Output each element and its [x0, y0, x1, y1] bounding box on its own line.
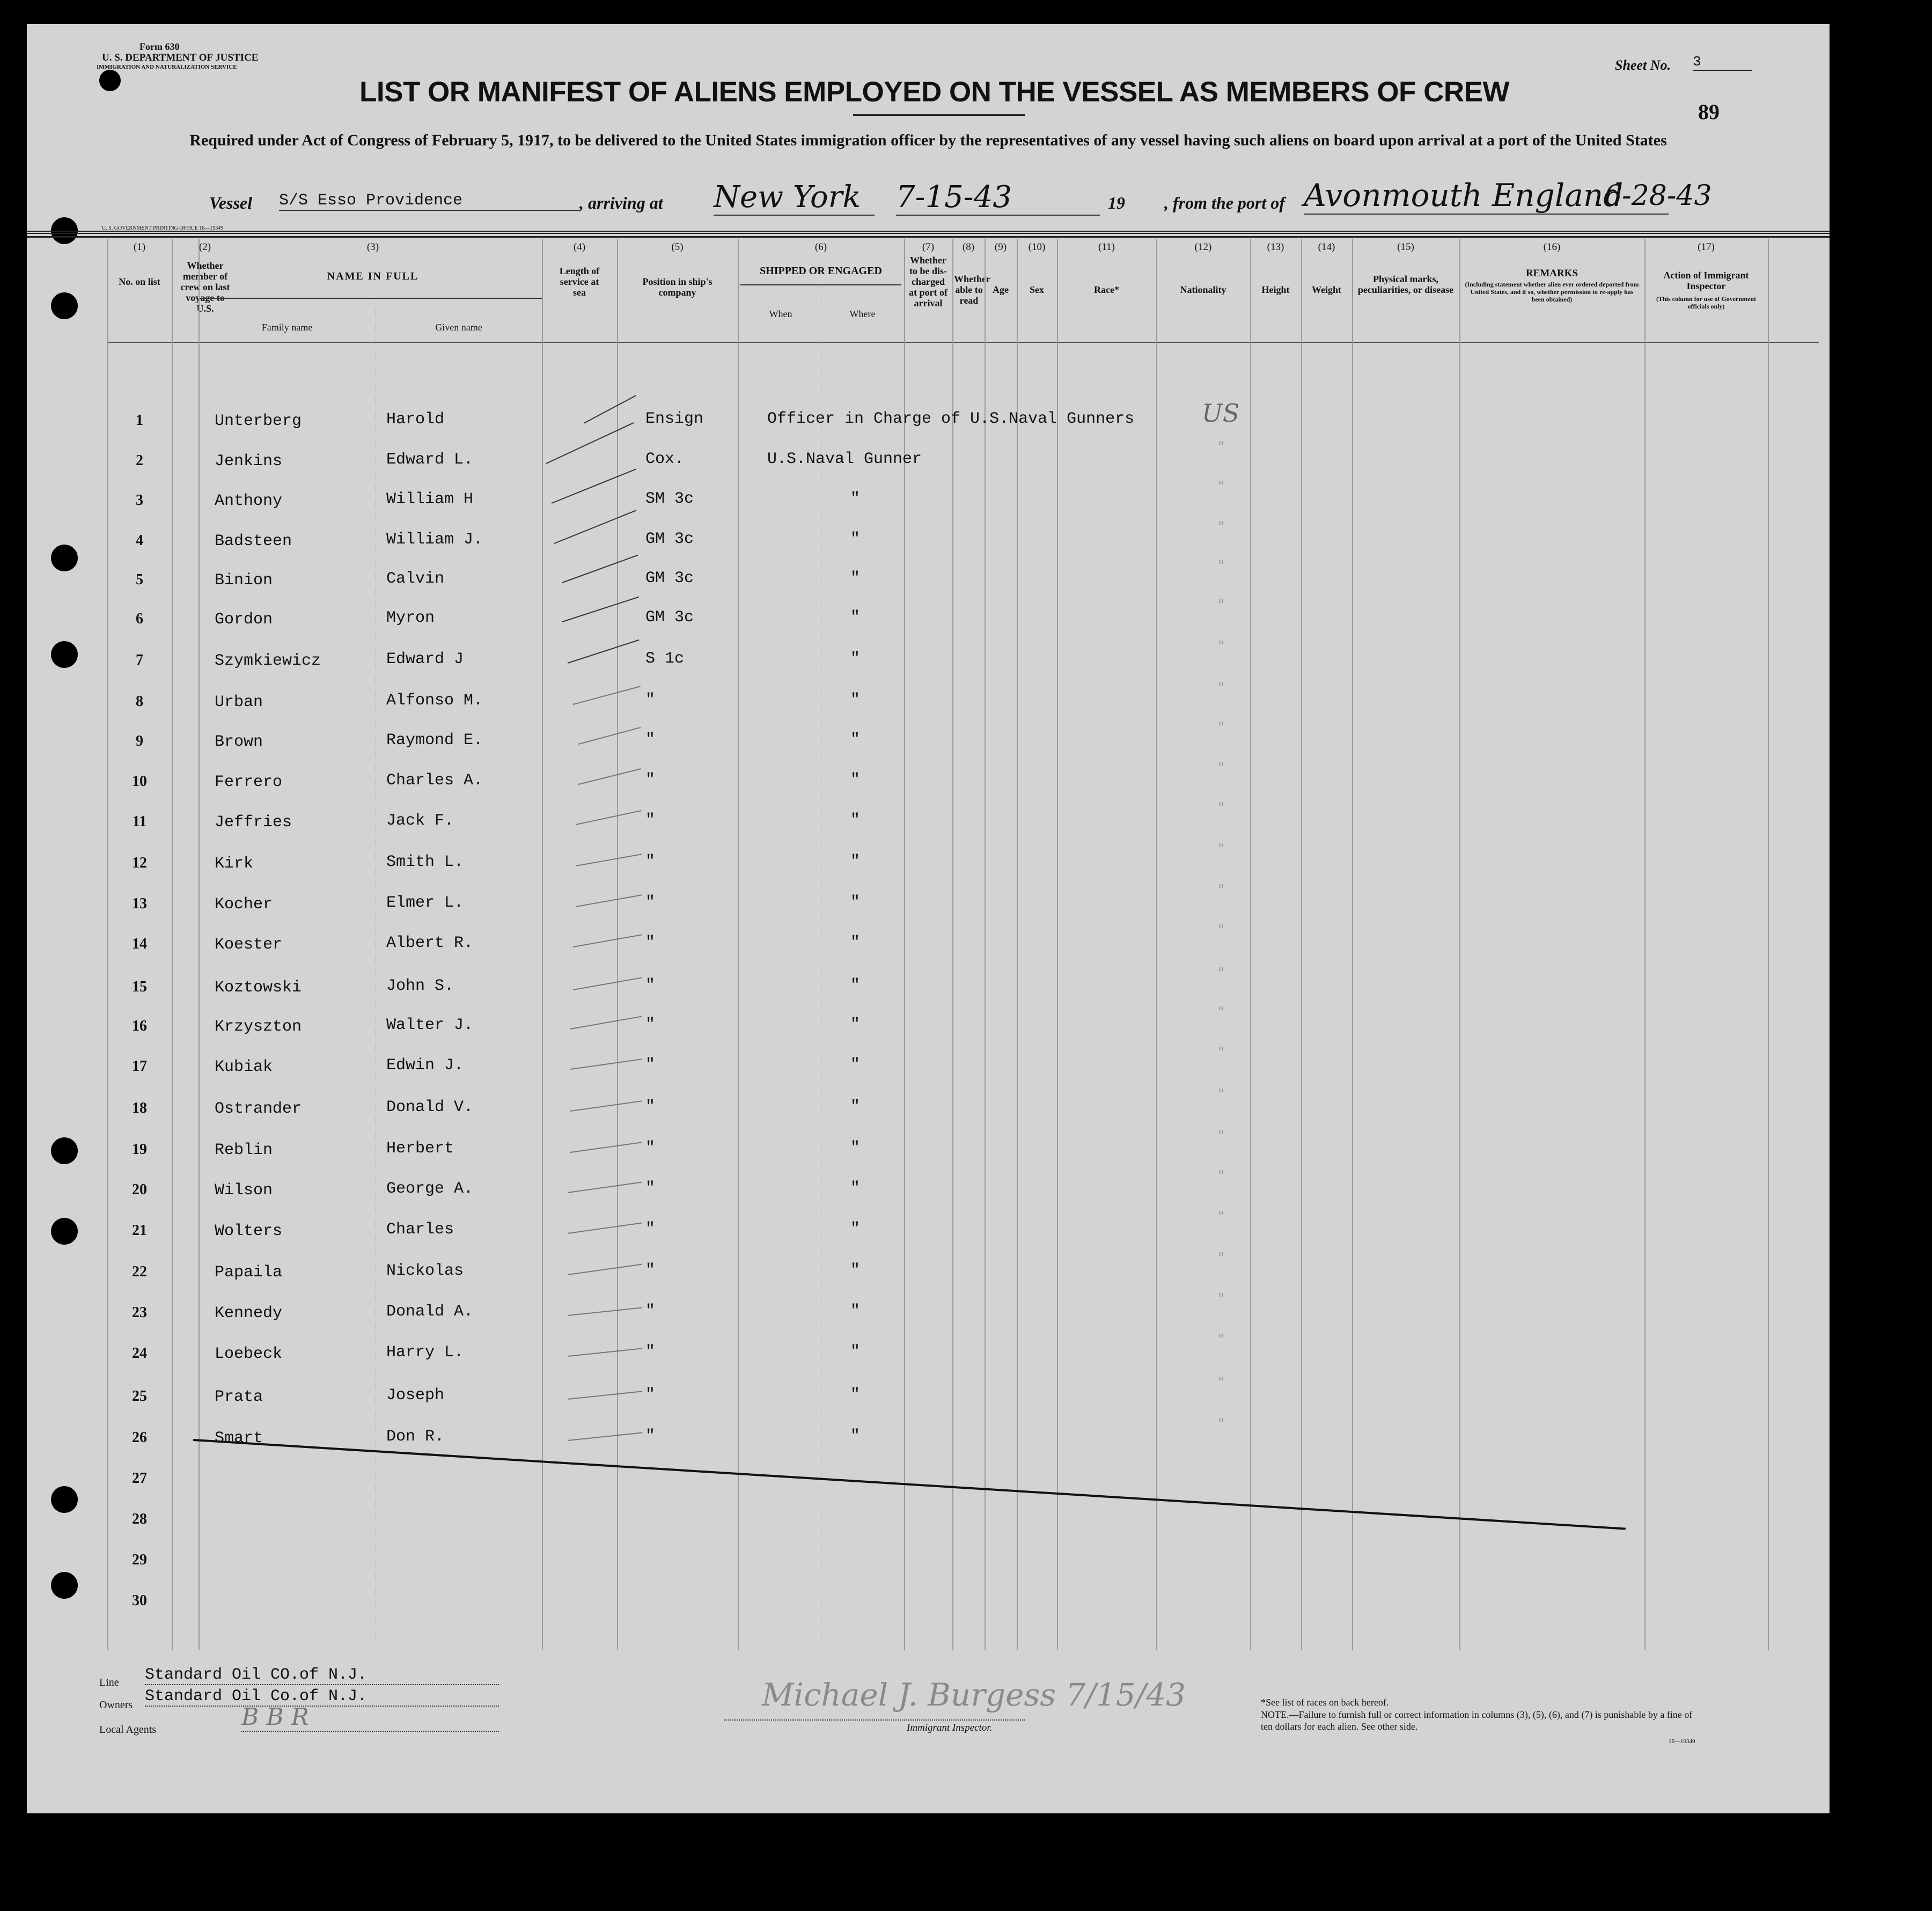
given-name: Edward L.: [386, 451, 474, 469]
service-length-mark: [562, 555, 638, 583]
col-shipped-engaged: SHIPPED OR ENGAGED: [760, 265, 882, 277]
family-name: Urban: [215, 693, 263, 711]
row-number: 5: [136, 571, 143, 588]
col-position: Position in ship's company: [642, 276, 712, 298]
family-name: Binion: [215, 571, 273, 590]
printer-imprint: U. S. GOVERNMENT PRINTING OFFICE 16—19349: [102, 225, 224, 231]
family-name: Loebeck: [215, 1345, 283, 1363]
nationality: ": [1218, 1375, 1224, 1391]
position: ": [645, 893, 656, 912]
column-number: (1): [133, 241, 146, 253]
punch-hole: [51, 1486, 78, 1513]
shipped-where: ": [850, 1016, 861, 1034]
row-number: 14: [132, 936, 147, 952]
row-number: 23: [132, 1304, 147, 1321]
col-when: When: [769, 308, 792, 319]
shipped-where: ": [850, 569, 861, 587]
row-number: 3: [136, 492, 143, 509]
position: ": [645, 934, 656, 952]
service-length-mark: [578, 727, 641, 745]
service-length-mark: [570, 1100, 642, 1112]
agents-label: Local Agents: [99, 1724, 157, 1736]
nationality: ": [1218, 1168, 1224, 1184]
col-nationality: Nationality: [1180, 284, 1226, 295]
form-number: Form 630: [139, 41, 180, 52]
row-number: 2: [136, 452, 143, 469]
subtitle: Required under Act of Congress of February 5, 1917, to be delivered to the United States immigration officer by the representatives of any vessel having such aliens on board upon arrival at a port of the United States: [189, 131, 1667, 149]
family-name: Papaila: [215, 1263, 283, 1282]
column-number: (10): [1028, 241, 1046, 253]
inspector-note: (This column for use of Government officials only): [1656, 295, 1757, 310]
shipped-where: ": [850, 976, 861, 995]
nationality: US: [1202, 399, 1240, 428]
service-length-mark: [570, 1016, 642, 1030]
position: ": [645, 1016, 656, 1034]
shipped-where: ": [850, 1261, 861, 1280]
col-race: Race*: [1094, 284, 1119, 295]
nationality: ": [1218, 965, 1224, 981]
position: ": [645, 1427, 656, 1445]
row-number: 9: [136, 733, 143, 749]
col-weight: Weight: [1311, 284, 1341, 295]
family-name: Kennedy: [215, 1304, 283, 1322]
family-name: Koester: [215, 936, 283, 954]
agents-value: B B R: [241, 1703, 499, 1732]
given-name: Charles: [386, 1221, 454, 1239]
punch-hole: [99, 70, 121, 91]
family-name: Szymkiewicz: [215, 652, 321, 670]
given-name: Walter J.: [386, 1016, 474, 1034]
col-length-service: Length of service at sea: [559, 266, 600, 298]
position: ": [645, 691, 656, 709]
row-number: 30: [132, 1592, 147, 1609]
year-label: 19: [1108, 193, 1125, 212]
service-length-mark: [546, 422, 634, 464]
nationality: ": [1218, 841, 1224, 857]
page-number: 89: [1698, 100, 1720, 124]
given-name: John S.: [386, 977, 454, 995]
shipped-where: ": [850, 731, 861, 749]
punch-hole: [51, 1572, 78, 1599]
col-able-to-read: Whether able to read: [954, 274, 990, 306]
service-name: IMMIGRATION AND NATURALIZATION SERVICE: [97, 64, 237, 70]
row-number: 8: [136, 693, 143, 710]
given-name: Donald V.: [386, 1098, 474, 1116]
row-number: 20: [132, 1181, 147, 1198]
column-number: (6): [814, 241, 827, 253]
nationality: ": [1218, 1045, 1224, 1061]
row-number: 22: [132, 1263, 147, 1280]
family-name: Krzyszton: [215, 1018, 302, 1036]
inspector-signature: Michael J. Burgess 7/15/43: [762, 1677, 1186, 1713]
form-code: 16—19349: [1669, 1738, 1695, 1745]
service-length-mark: [554, 510, 637, 544]
given-name: Alfonso M.: [386, 692, 483, 710]
departure-date: 6-28-43: [1604, 180, 1712, 212]
shipped-where: ": [850, 608, 861, 627]
nationality: ": [1218, 439, 1224, 455]
row-number: 6: [136, 611, 143, 627]
position: GM 3c: [645, 608, 694, 627]
given-name: Edwin J.: [386, 1056, 464, 1075]
position: Ensign: [645, 410, 704, 428]
service-length-mark: [568, 1391, 642, 1400]
owners-value: Standard Oil Co.of N.J.: [145, 1687, 499, 1707]
nationality: ": [1218, 1209, 1224, 1225]
position: ": [645, 1343, 656, 1361]
footer-note: NOTE.—Failure to furnish full or correct information in columns (3), (5), (6), and (7) is punishable by a fine of ten dollars for each alien. See other side.: [1261, 1709, 1693, 1732]
arrival-port: New York: [714, 180, 875, 216]
line-value: Standard Oil CO.of N.J.: [145, 1666, 499, 1685]
row-number: 28: [132, 1511, 147, 1527]
shipped-where: ": [850, 1343, 861, 1361]
row-number: 24: [132, 1345, 147, 1362]
position: ": [645, 1056, 656, 1074]
vessel-name: S/S Esso Providence: [279, 192, 579, 211]
given-name: Calvin: [386, 570, 445, 588]
column-number: (9): [994, 241, 1007, 253]
col-given-name: Given name: [435, 322, 482, 333]
col-remarks: REMARKS: [1525, 268, 1578, 279]
row-number: 13: [132, 895, 147, 912]
punch-hole: [51, 1137, 78, 1164]
service-length-mark: [576, 810, 642, 825]
nationality: ": [1218, 558, 1224, 574]
shipped-where: ": [850, 691, 861, 709]
row-number: 10: [132, 773, 147, 790]
remarks-note: (Including statement whether alien ever ordered deported from United States, and if so, whether permission to re-apply has been obtained): [1465, 281, 1639, 303]
given-name: Jack F.: [386, 812, 454, 830]
shipped-where: ": [850, 893, 861, 912]
position: ": [645, 1098, 656, 1116]
family-name: Gordon: [215, 611, 273, 629]
shipped-where: ": [850, 1179, 861, 1197]
sheet-label: Sheet No.: [1615, 57, 1671, 73]
nationality: ": [1218, 1291, 1224, 1307]
shipped-where: ": [850, 490, 861, 508]
service-length-mark: [568, 1348, 642, 1357]
service-length-mark: [576, 854, 642, 866]
position: ": [645, 811, 656, 829]
col-age: Age: [993, 284, 1009, 295]
family-name: Prata: [215, 1388, 263, 1406]
shipped-where: ": [850, 811, 861, 829]
position: ": [645, 1139, 656, 1157]
column-number: (16): [1543, 241, 1561, 253]
shipped-where: ": [850, 1056, 861, 1074]
column-number: (17): [1698, 241, 1715, 253]
family-name: Smart: [215, 1429, 263, 1447]
row-number: 15: [132, 979, 147, 995]
from-port-label: , from the port of: [1164, 193, 1285, 212]
nationality: ": [1218, 922, 1224, 938]
service-length-mark: [573, 934, 642, 947]
row-number: 17: [132, 1058, 147, 1075]
given-name: Nickolas: [386, 1262, 464, 1280]
shipped-where: U.S.Naval Gunner: [767, 450, 922, 468]
nationality: ": [1218, 519, 1224, 535]
nationality: ": [1218, 882, 1224, 898]
column-number: (14): [1318, 241, 1335, 253]
shipped-where: ": [850, 1139, 861, 1157]
family-name: Wolters: [215, 1222, 283, 1240]
col-sex: Sex: [1030, 284, 1044, 295]
given-name: Charles A.: [386, 771, 483, 790]
col-height: Height: [1261, 284, 1290, 295]
nationality: ": [1218, 800, 1224, 816]
shipped-where: ": [850, 852, 861, 871]
shipped-where: ": [850, 530, 861, 548]
shipped-where: ": [850, 1427, 861, 1445]
nationality: ": [1218, 1416, 1224, 1432]
row-number: 4: [136, 532, 143, 549]
position: S 1c: [645, 650, 685, 668]
service-length-mark: [570, 1059, 642, 1070]
inspector-label: Immigrant Inspector.: [907, 1722, 993, 1733]
given-name: Elmer L.: [386, 894, 464, 912]
service-length-mark: [568, 1182, 642, 1193]
shipped-where: ": [850, 650, 861, 668]
nationality: ": [1218, 638, 1224, 655]
col-family-name: Family name: [261, 322, 313, 333]
col-action-inspector: Action of Immigrant Inspector: [1663, 270, 1749, 291]
col-discharged: Whether to be dis-charged at port of arrival: [909, 255, 947, 308]
nationality: ": [1218, 1250, 1224, 1266]
position: ": [645, 731, 656, 749]
nationality: ": [1218, 760, 1224, 776]
arrival-date: 7-15-43: [896, 180, 1100, 216]
service-length-mark: [568, 1223, 642, 1234]
position: ": [645, 1179, 656, 1197]
nationality: ": [1218, 597, 1224, 613]
shipped-where: ": [850, 1220, 861, 1238]
shipped-where: ": [850, 934, 861, 952]
given-name: Don R.: [386, 1428, 445, 1446]
given-name: Albert R.: [386, 934, 474, 952]
departure-port: Avonmouth England: [1304, 177, 1669, 215]
given-name: Herbert: [386, 1140, 454, 1158]
races-note: *See list of races on back hereof.: [1261, 1697, 1389, 1708]
row-number: 11: [132, 813, 147, 830]
row-number: 25: [132, 1388, 147, 1405]
position: ": [645, 771, 656, 789]
given-name: Donald A.: [386, 1303, 474, 1321]
nationality: ": [1218, 680, 1224, 696]
family-name: Kubiak: [215, 1058, 273, 1076]
position: GM 3c: [645, 530, 694, 548]
service-length-mark: [573, 977, 642, 990]
column-number: (8): [962, 241, 975, 253]
position: ": [645, 1386, 656, 1404]
row-number: 16: [132, 1018, 147, 1034]
page-title: LIST OR MANIFEST OF ALIENS EMPLOYED ON THE VESSEL AS MEMBERS OF CREW: [359, 76, 1510, 108]
position: SM 3c: [645, 490, 694, 508]
shipped-where: ": [850, 771, 861, 789]
family-name: Jenkins: [215, 452, 283, 471]
column-number: (12): [1194, 241, 1212, 253]
nationality: ": [1218, 1332, 1224, 1348]
manifest-sheet: [27, 24, 1830, 1813]
column-number: (11): [1098, 241, 1115, 253]
given-name: Smith L.: [386, 853, 464, 871]
family-name: Reblin: [215, 1141, 273, 1159]
row-number: 19: [132, 1141, 147, 1158]
service-length-mark: [552, 468, 636, 504]
shipped-where: ": [850, 1386, 861, 1404]
nationality: ": [1218, 1086, 1224, 1102]
position: Cox.: [645, 450, 685, 468]
vessel-label: Vessel: [209, 193, 252, 212]
col-no-on-list: No. on list: [119, 276, 160, 287]
column-number: (5): [671, 241, 684, 253]
given-name: Edward J: [386, 650, 464, 668]
nationality: ": [1218, 479, 1224, 495]
punch-hole: [51, 545, 78, 571]
row-number: 1: [136, 412, 143, 429]
family-name: Anthony: [215, 492, 283, 510]
family-name: Ferrero: [215, 773, 283, 791]
service-length-mark: [568, 1432, 642, 1441]
given-name: Harry L.: [386, 1343, 464, 1362]
nationality: ": [1218, 1004, 1224, 1020]
sheet-number: 3: [1693, 54, 1752, 71]
cancellation-line: [193, 1439, 1626, 1530]
service-length-mark: [562, 597, 639, 622]
family-name: Ostrander: [215, 1100, 302, 1118]
row-number: 18: [132, 1100, 147, 1116]
shipped-where: ": [850, 1302, 861, 1320]
given-name: Myron: [386, 609, 435, 627]
family-name: Badsteen: [215, 532, 292, 550]
shipped-where: ": [850, 1098, 861, 1116]
line-label: Line: [99, 1677, 119, 1688]
department-name: U. S. DEPARTMENT OF JUSTICE: [102, 52, 259, 63]
family-name: Jeffries: [215, 813, 292, 832]
service-length-mark: [570, 1142, 642, 1153]
service-length-mark: [568, 1264, 642, 1275]
family-name: Koztowski: [215, 979, 302, 997]
column-number: (13): [1267, 241, 1284, 253]
punch-hole: [51, 1218, 78, 1245]
row-number: 27: [132, 1470, 147, 1487]
service-length-mark: [584, 395, 636, 423]
given-name: Joseph: [386, 1386, 445, 1405]
arriving-label: , arriving at: [579, 193, 663, 212]
position: ": [645, 976, 656, 995]
shipped-where: Officer in Charge of U.S.Naval Gunners: [767, 410, 1135, 428]
given-name: Harold: [386, 410, 445, 429]
given-name: William J.: [386, 531, 483, 549]
family-name: Brown: [215, 733, 263, 751]
row-number: 29: [132, 1552, 147, 1568]
family-name: Wilson: [215, 1181, 273, 1200]
service-length-mark: [576, 894, 642, 907]
service-length-mark: [578, 768, 641, 785]
family-name: Kirk: [215, 855, 254, 873]
given-name: George A.: [386, 1180, 474, 1198]
col-where: Where: [849, 308, 876, 319]
service-length-mark: [568, 1307, 642, 1316]
column-number: (7): [922, 241, 935, 253]
col-physical-marks: Physical marks, peculiarities, or disease: [1357, 274, 1454, 295]
col-last-voyage: Whether member of crew on last voyage to U.S.: [180, 260, 230, 314]
column-number: (4): [573, 241, 586, 253]
punch-hole: [51, 292, 78, 319]
col-name-in-full: NAME IN FULL: [327, 270, 419, 282]
position: ": [645, 1220, 656, 1238]
row-number: 26: [132, 1429, 147, 1446]
column-number: (2): [199, 241, 211, 253]
position: GM 3c: [645, 569, 694, 587]
nationality: ": [1218, 719, 1224, 736]
service-length-mark: [573, 686, 641, 705]
column-number: (3): [366, 241, 379, 253]
family-name: Kocher: [215, 895, 273, 914]
row-number: 7: [136, 652, 143, 668]
row-number: 12: [132, 855, 147, 871]
column-number: (15): [1397, 241, 1414, 253]
given-name: Raymond E.: [386, 731, 483, 749]
punch-hole: [51, 641, 78, 668]
owners-label: Owners: [99, 1699, 133, 1711]
row-number: 21: [132, 1222, 147, 1239]
position: ": [645, 852, 656, 871]
given-name: William H: [386, 490, 474, 509]
position: ": [645, 1261, 656, 1280]
nationality: ": [1218, 1128, 1224, 1144]
family-name: Unterberg: [215, 412, 302, 430]
position: ": [645, 1302, 656, 1320]
service-length-mark: [568, 640, 640, 664]
